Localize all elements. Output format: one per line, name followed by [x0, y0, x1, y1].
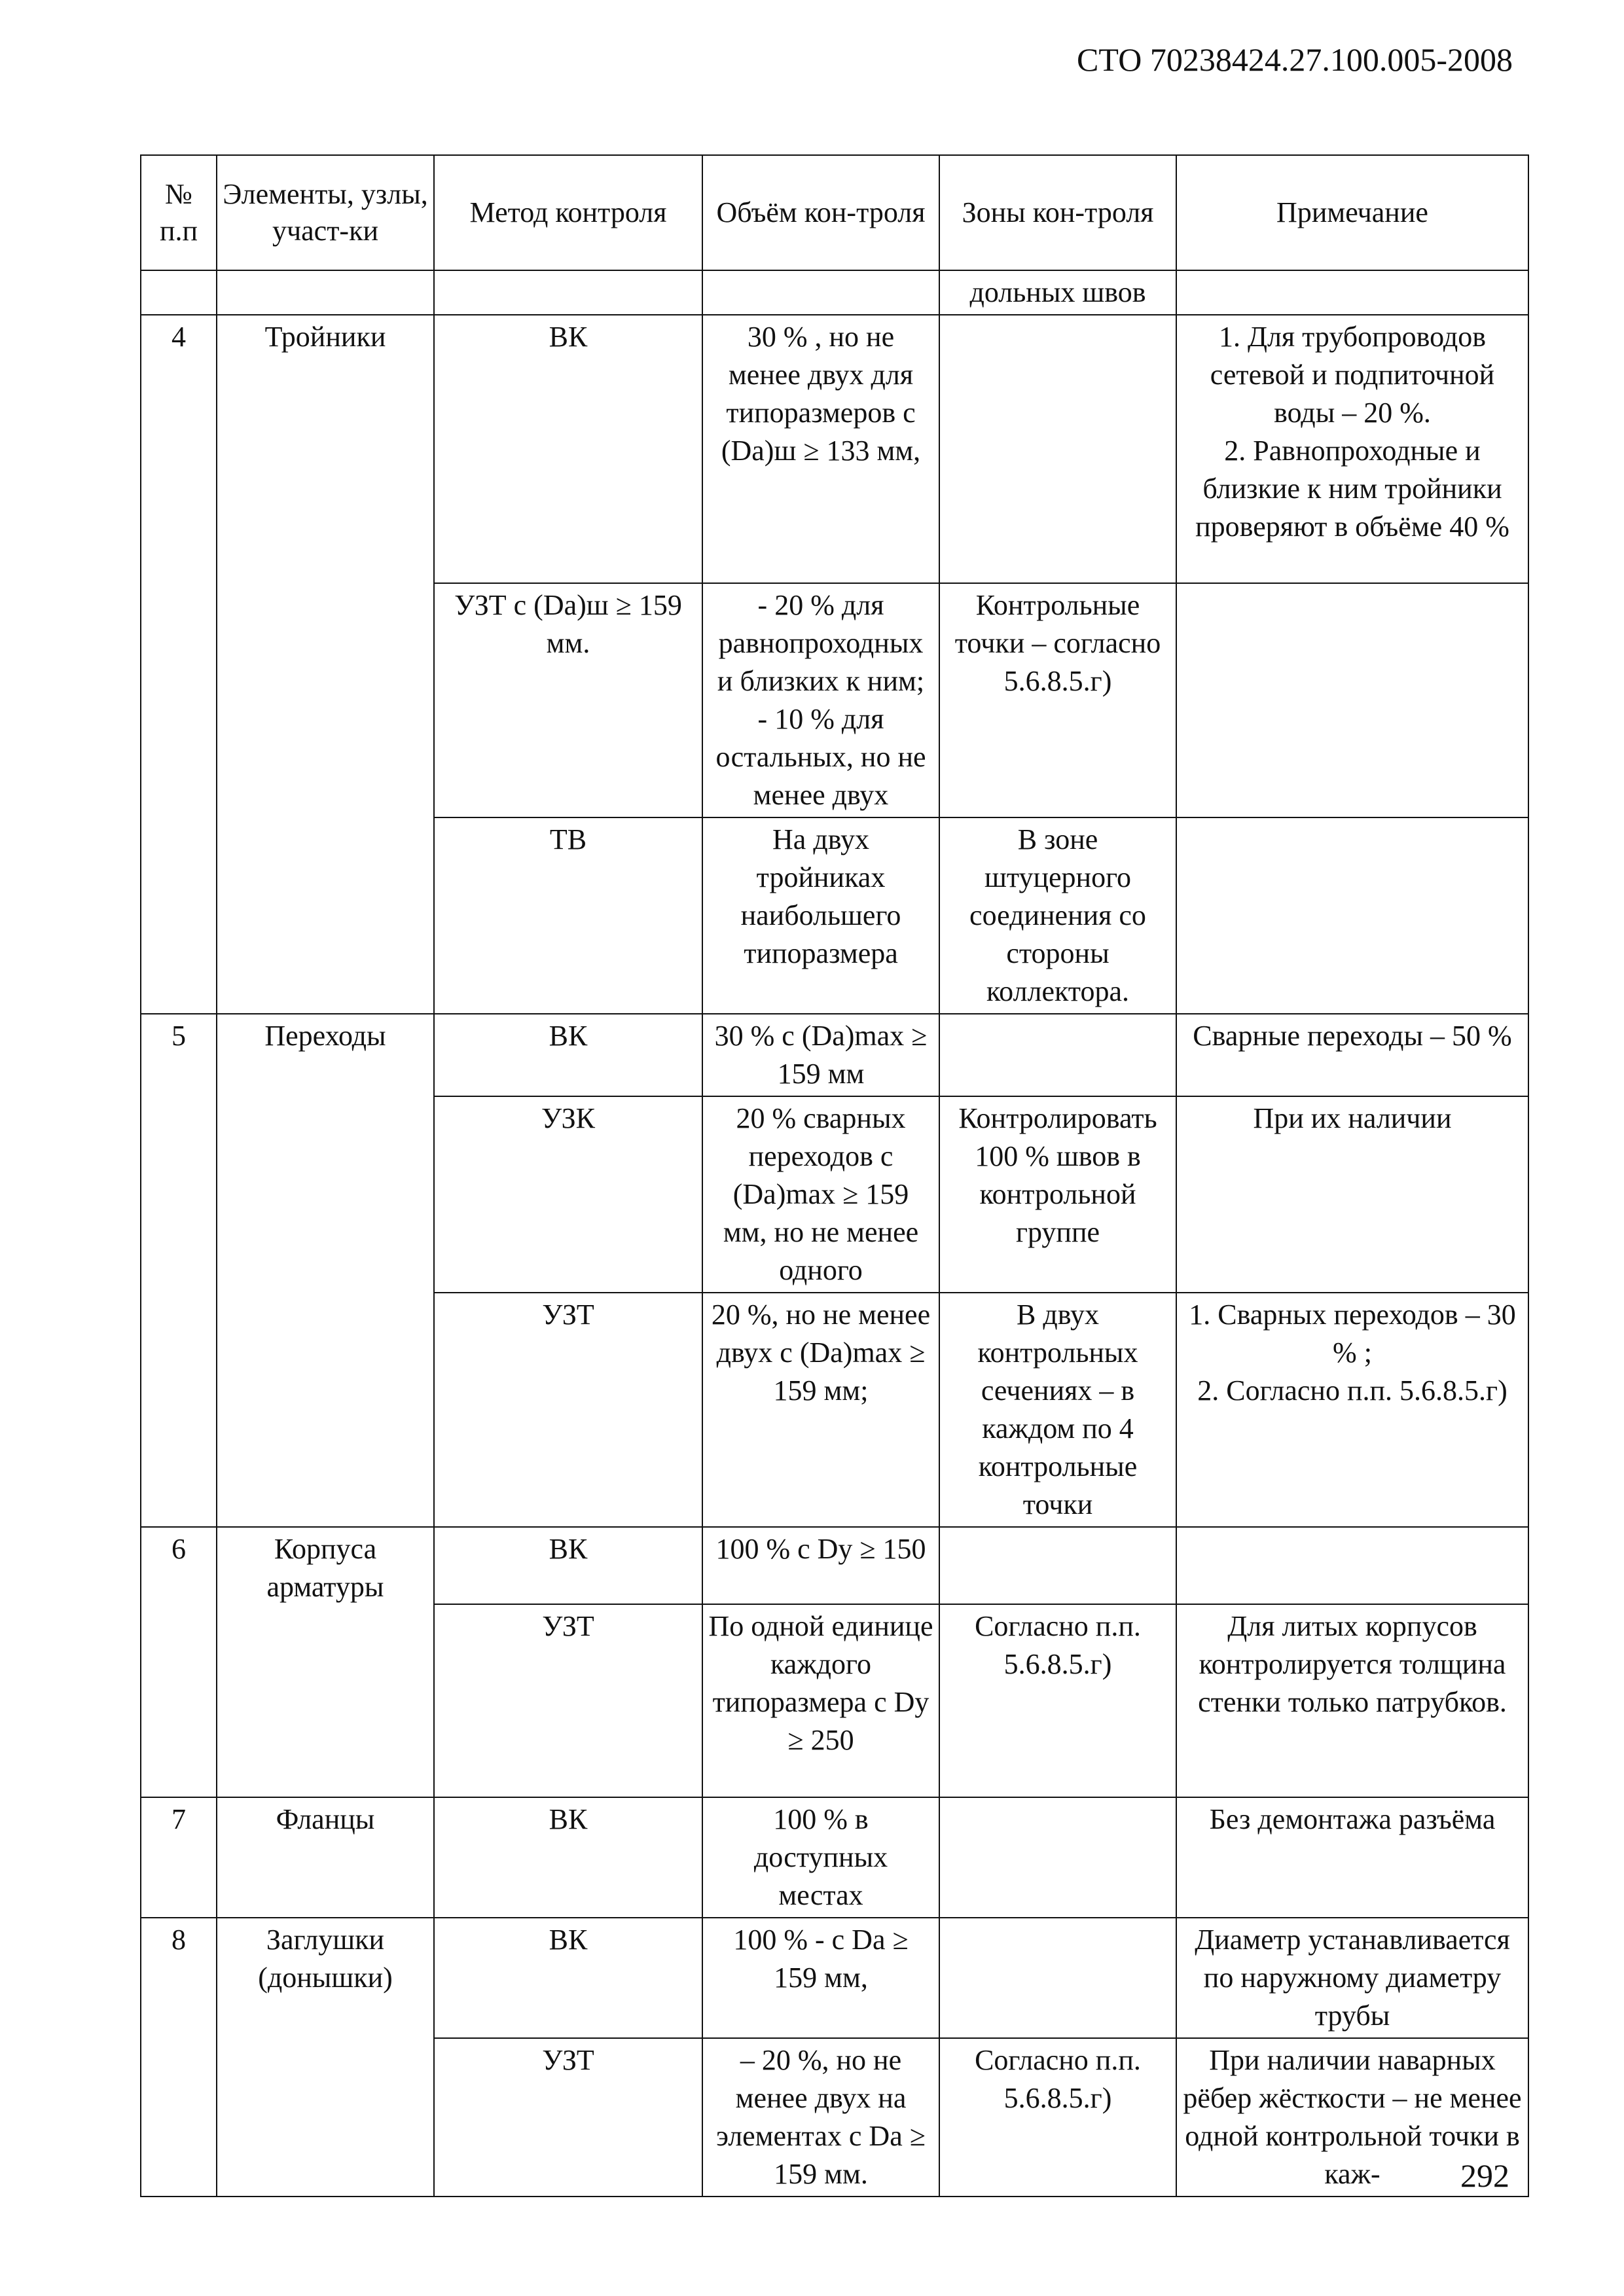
- header-method: Метод контроля: [434, 155, 702, 270]
- method-cell: УЗТ: [434, 2038, 702, 2197]
- table-cell: [702, 270, 939, 315]
- method-cell: УЗК: [434, 1096, 702, 1293]
- table-row: [141, 1014, 1528, 1096]
- table-body: [141, 270, 1528, 2197]
- element-cell: Заглушки (донышки): [217, 1918, 434, 2197]
- table-row: [141, 1797, 1528, 1918]
- volume-cell: 100 % в доступных местах: [702, 1797, 939, 1918]
- note-cell: 1. Для трубопроводов сетевой и подпиточной воды – 20 %. 2. Равнопроходные и близкие к ним тройники проверяют в объёме 40 %: [1176, 315, 1528, 583]
- element-cell: Переходы: [217, 1014, 434, 1527]
- table-row: [141, 1918, 1528, 2038]
- table-header-row: [141, 155, 1528, 270]
- header-elements: Элементы, узлы, участ-ки: [217, 155, 434, 270]
- table-cell: [217, 270, 434, 315]
- table-cell: [1176, 270, 1528, 315]
- element-cell: Тройники: [217, 315, 434, 1014]
- zones-cell: [939, 1014, 1176, 1096]
- method-cell: ВК: [434, 1797, 702, 1918]
- zones-cell: [939, 1918, 1176, 2038]
- zones-cell: Согласно п.п. 5.6.8.5.г): [939, 1604, 1176, 1797]
- row-number-cell: 7: [141, 1797, 217, 1918]
- row-number-cell: 8: [141, 1918, 217, 2197]
- header-zones: Зоны кон-троля: [939, 155, 1176, 270]
- note-cell: [1176, 817, 1528, 1014]
- method-cell: ВК: [434, 1918, 702, 2038]
- header-volume: Объём кон-троля: [702, 155, 939, 270]
- zones-cell: [939, 315, 1176, 583]
- volume-cell: 20 %, но не менее двух с (Da)max ≥ 159 мм;: [702, 1293, 939, 1527]
- note-cell: При их наличии: [1176, 1096, 1528, 1293]
- continuation-row: [141, 270, 1528, 315]
- volume-cell: – 20 %, но не менее двух на элементах с Da ≥ 159 мм.: [702, 2038, 939, 2197]
- note-cell: Без демонтажа разъёма: [1176, 1797, 1528, 1918]
- note-cell: Для литых корпусов контролируется толщина стенки только патрубков.: [1176, 1604, 1528, 1797]
- page-number: 292: [1460, 2157, 1509, 2194]
- note-cell: [1176, 1527, 1528, 1604]
- element-cell: Фланцы: [217, 1797, 434, 1918]
- zones-cell: Контролировать 100 % швов в контрольной группе: [939, 1096, 1176, 1293]
- note-cell: Диаметр устанавливается по наружному диаметру трубы: [1176, 1918, 1528, 2038]
- row-number-cell: 6: [141, 1527, 217, 1797]
- row-number-cell: 5: [141, 1014, 217, 1527]
- method-cell: ВК: [434, 1014, 702, 1096]
- zones-cell: [939, 1797, 1176, 1918]
- header-number: № п.п: [141, 155, 217, 270]
- control-table: [140, 154, 1529, 2197]
- volume-cell: По одной единице каждого типоразмера с Dу ≥ 250: [702, 1604, 939, 1797]
- table-cell: [141, 270, 217, 315]
- method-cell: ВК: [434, 315, 702, 583]
- zones-cell: В зоне штуцерного соединения со стороны коллектора.: [939, 817, 1176, 1014]
- note-cell: [1176, 583, 1528, 817]
- zones-cell: В двух контрольных сечениях – в каждом по 4 контрольные точки: [939, 1293, 1176, 1527]
- note-cell: При наличии наварных рёбер жёсткости – не менее одной контрольной точки в каж-: [1176, 2038, 1528, 2197]
- method-cell: УЗТ: [434, 1293, 702, 1527]
- header-note: Примечание: [1176, 155, 1528, 270]
- element-cell: Корпуса арматуры: [217, 1527, 434, 1797]
- method-cell: ВК: [434, 1527, 702, 1604]
- zones-cell: Контрольные точки – согласно 5.6.8.5.г): [939, 583, 1176, 817]
- document-code: СТО 70238424.27.100.005-2008: [1077, 41, 1513, 78]
- zones-cell: Согласно п.п. 5.6.8.5.г): [939, 2038, 1176, 2197]
- volume-cell: 30 % , но не менее двух для типоразмеров с (Da)ш ≥ 133 мм,: [702, 315, 939, 583]
- method-cell: УЗТ с (Da)ш ≥ 159 мм.: [434, 583, 702, 817]
- method-cell: УЗТ: [434, 1604, 702, 1797]
- volume-cell: На двух тройниках наибольшего типоразмера: [702, 817, 939, 1014]
- zones-cell: [939, 1527, 1176, 1604]
- volume-cell: - 20 % для равнопроходных и близких к ним; - 10 % для остальных, но не менее двух: [702, 583, 939, 817]
- method-cell: ТВ: [434, 817, 702, 1014]
- volume-cell: 100 % с Dу ≥ 150: [702, 1527, 939, 1604]
- volume-cell: 30 % с (Da)max ≥ 159 мм: [702, 1014, 939, 1096]
- row-number-cell: 4: [141, 315, 217, 1014]
- table-row: [141, 315, 1528, 583]
- table-row: [141, 1527, 1528, 1604]
- table-cell: [434, 270, 702, 315]
- volume-cell: 20 % сварных переходов с (Da)max ≥ 159 мм, но не менее одного: [702, 1096, 939, 1293]
- volume-cell: 100 % - с Da ≥ 159 мм,: [702, 1918, 939, 2038]
- note-cell: Сварные переходы – 50 %: [1176, 1014, 1528, 1096]
- continuation-zones-cell: дольных швов: [939, 270, 1176, 315]
- note-cell: 1. Сварных переходов – 30 % ; 2. Согласно п.п. 5.6.8.5.г): [1176, 1293, 1528, 1527]
